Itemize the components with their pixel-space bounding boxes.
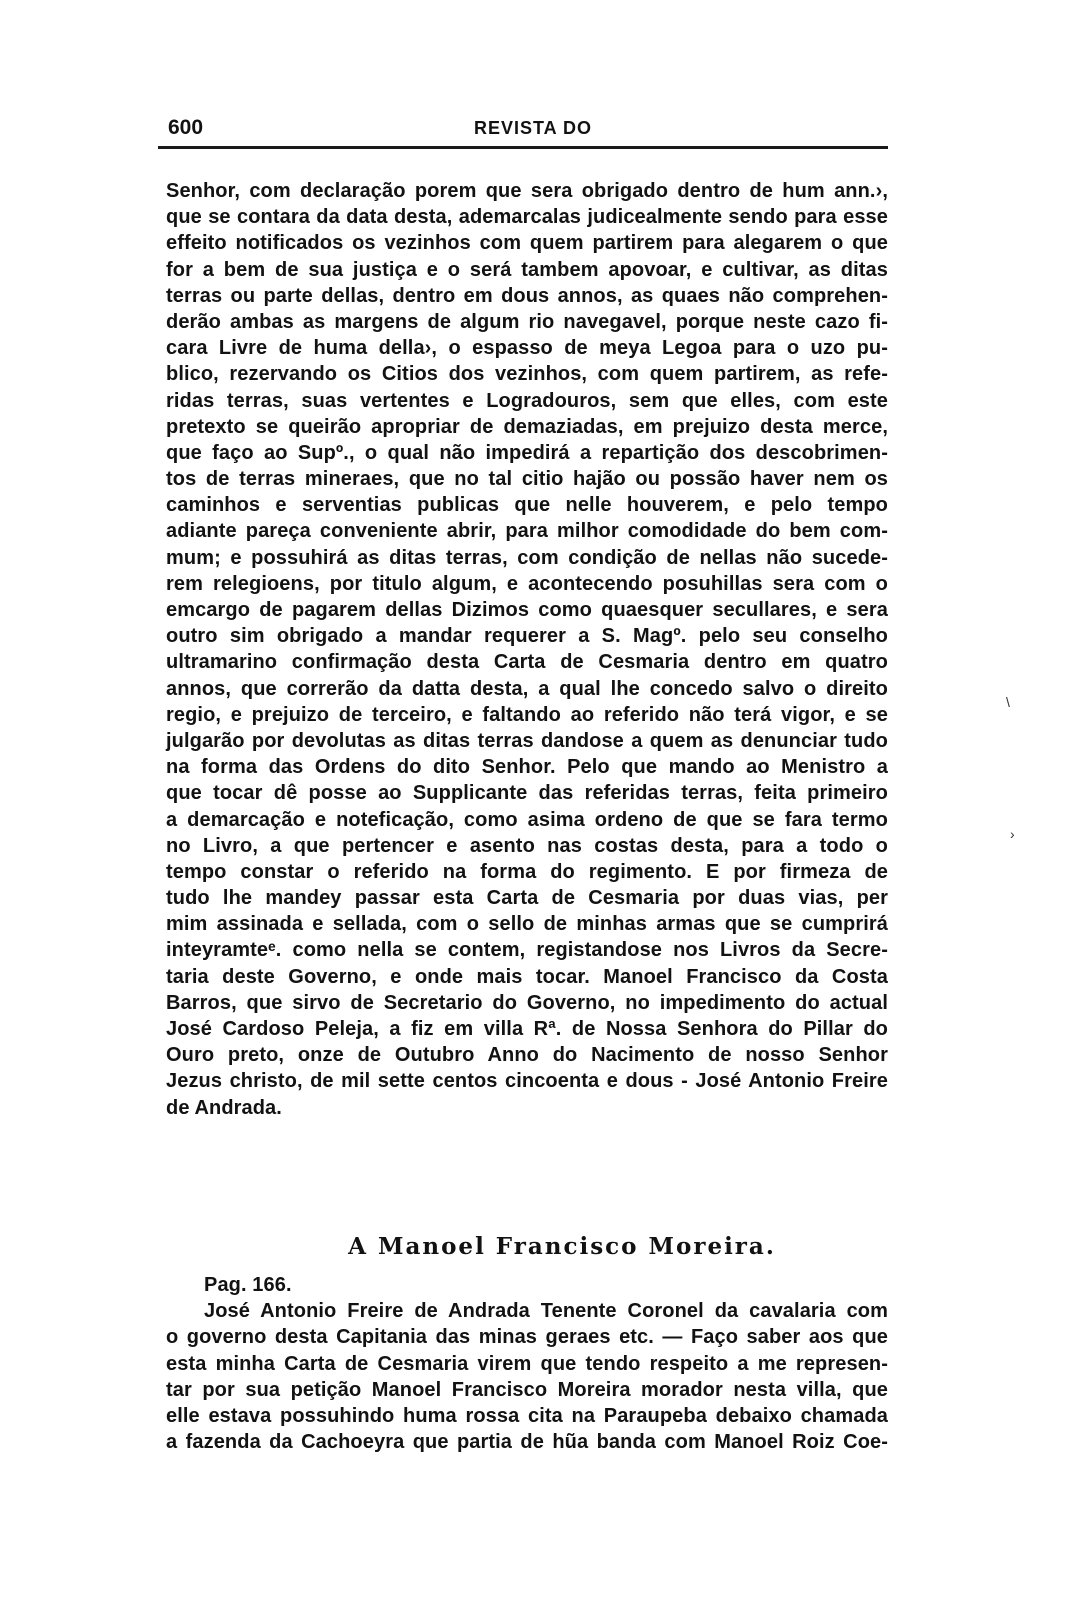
text-line: taria deste Governo, e onde mais tocar. Manoel Francisco da Costa bbox=[166, 965, 888, 988]
text-line: tar por sua petição Manoel Francisco Moreira morador nesta villa, que bbox=[166, 1378, 888, 1401]
text-line: emcargo de pagarem dellas Dizimos como quaesquer secullares, e sera bbox=[166, 599, 888, 621]
page-header bbox=[158, 114, 888, 154]
body-text bbox=[166, 178, 888, 1121]
text-line: terras ou parte dellas, dentro em dous annos, as quaes não comprehen- bbox=[166, 284, 888, 307]
text-line: ridas terras, suas vertentes e Logradouros, sem que elles, com este bbox=[166, 389, 888, 412]
text-line: julgarão por devolutas as ditas terras dandose a quem as denunciar tudo bbox=[166, 729, 888, 752]
text-line: effeito notificados os vezinhos com quem partirem para alegarem o que bbox=[166, 232, 888, 255]
text-line: Barros, que sirvo de Secretario do Governo, no impedimento do actual bbox=[166, 991, 888, 1014]
section-title-text: A Manoel Francisco Moreira. bbox=[348, 1233, 776, 1260]
text-line: mum; e possuhirá as ditas terras, com condição de nellas não sucede- bbox=[166, 546, 888, 569]
second-block bbox=[166, 1272, 888, 1455]
text-line: Ouro preto, onze de Outubro Anno do Nacimento de nosso Senhor bbox=[166, 1044, 888, 1067]
text-line: no Livro, a que pertencer e asento nas costas desta, para a todo o bbox=[166, 834, 888, 857]
text-line: Senhor, com declaração porem que sera obrigado dentro de hum ann.›, bbox=[166, 180, 888, 202]
text-line: esta minha Carta de Cesmaria virem que tendo respeito a me represen- bbox=[166, 1352, 888, 1375]
text-line: mim assinada e sellada, com o sello de minhas armas que se cumprirá bbox=[166, 913, 888, 936]
text-line: tempo constar o referido na forma do regimento. E por firmeza de bbox=[166, 860, 888, 883]
margin-mark: › bbox=[1010, 826, 1015, 842]
text-line: pretexto se queirão apropriar de demaziadas, em prejuizo desta merce, bbox=[166, 415, 888, 438]
margin-mark: \ bbox=[1006, 694, 1010, 710]
section-title bbox=[0, 1233, 1084, 1260]
text-line: elle estava possuhindo huma rossa cita na Paraupeba debaixo chamada bbox=[166, 1404, 888, 1427]
text-line: caminhos e serventias publicas que nelle houverem, e pelo tempo bbox=[166, 494, 888, 517]
text-line: rem relegioens, por titulo algum, e acontecendo posuhillas sera com o bbox=[166, 572, 888, 595]
text-line: cara Livre de huma della›, o espasso de meya Legoa para o uzo pu- bbox=[166, 337, 888, 360]
text-line: ultramarino confirmação desta Carta de Cesmaria dentro em quatro bbox=[166, 651, 888, 674]
running-head: REVISTA DO bbox=[474, 118, 593, 138]
second-block-lines bbox=[166, 1298, 888, 1455]
text-line: de Andrada. bbox=[166, 1096, 282, 1119]
text-line: for a bem de sua justiça e o será tambem apovoar, e cultivar, as ditas bbox=[166, 258, 888, 281]
page-number: 600 bbox=[168, 116, 204, 139]
text-line: que tocar dê posse ao Supplicante das referidas terras, feita primeiro bbox=[166, 782, 888, 805]
text-line: blico, rezervando os Citios dos vezinhos, com quem partirem, as refe- bbox=[166, 363, 888, 386]
text-line: inteyramteᵉ. como nella se contem, registandose nos Livros da Secre- bbox=[166, 939, 888, 962]
header-rule bbox=[158, 146, 888, 149]
text-line: derão ambas as margens de algum rio navegavel, porque neste cazo fi- bbox=[166, 310, 888, 333]
text-line: tos de terras mineraes, que no tal citio hajão ou possão haver nem os bbox=[166, 468, 888, 491]
text-line: Jezus christo, de mil sette centos cincoenta e dous - José Antonio Freire bbox=[166, 1070, 888, 1093]
text-line: outro sim obrigado a mandar requerer a S. Magº. pelo seu conselho bbox=[166, 625, 888, 648]
text-line: José Cardoso Peleja, a fiz em villa Rª. de Nossa Senhora do Pillar do bbox=[166, 1018, 888, 1040]
text-line: regio, e prejuizo de terceiro, e faltando ao referido não terá vigor, e se bbox=[166, 703, 888, 726]
text-line: annos, que correrão da datta desta, a qual lhe concedo salvo o direito bbox=[166, 677, 888, 700]
text-line: José Antonio Freire de Andrada Tenente Coronel da cavalaria com bbox=[204, 1300, 888, 1323]
text-line: adiante pareça conveniente abrir, para milhor comodidade do bem com- bbox=[166, 520, 888, 543]
text-line: que faço ao Supº., o qual não impedirá a repartição dos descobrimen- bbox=[166, 441, 888, 464]
text-line: tudo lhe mandey passar esta Carta de Cesmaria por duas vias, per bbox=[166, 887, 888, 910]
text-line: na forma das Ordens do dito Senhor. Pelo que mando ao Menistro a bbox=[166, 756, 888, 779]
page-reference: Pag. 166. bbox=[204, 1274, 292, 1296]
text-line: o governo desta Capitania das minas geraes etc. — Faço saber aos que bbox=[166, 1326, 888, 1349]
text-line: a demarcação e noteficação, como asima ordeno de que se fara termo bbox=[166, 808, 888, 831]
text-line: a fazenda da Cachoeyra que partia de hũa banda com Manoel Roiz Coe- bbox=[166, 1431, 888, 1454]
text-line: que se contara da data desta, ademarcalas judicealmente sendo para esse bbox=[166, 206, 888, 229]
